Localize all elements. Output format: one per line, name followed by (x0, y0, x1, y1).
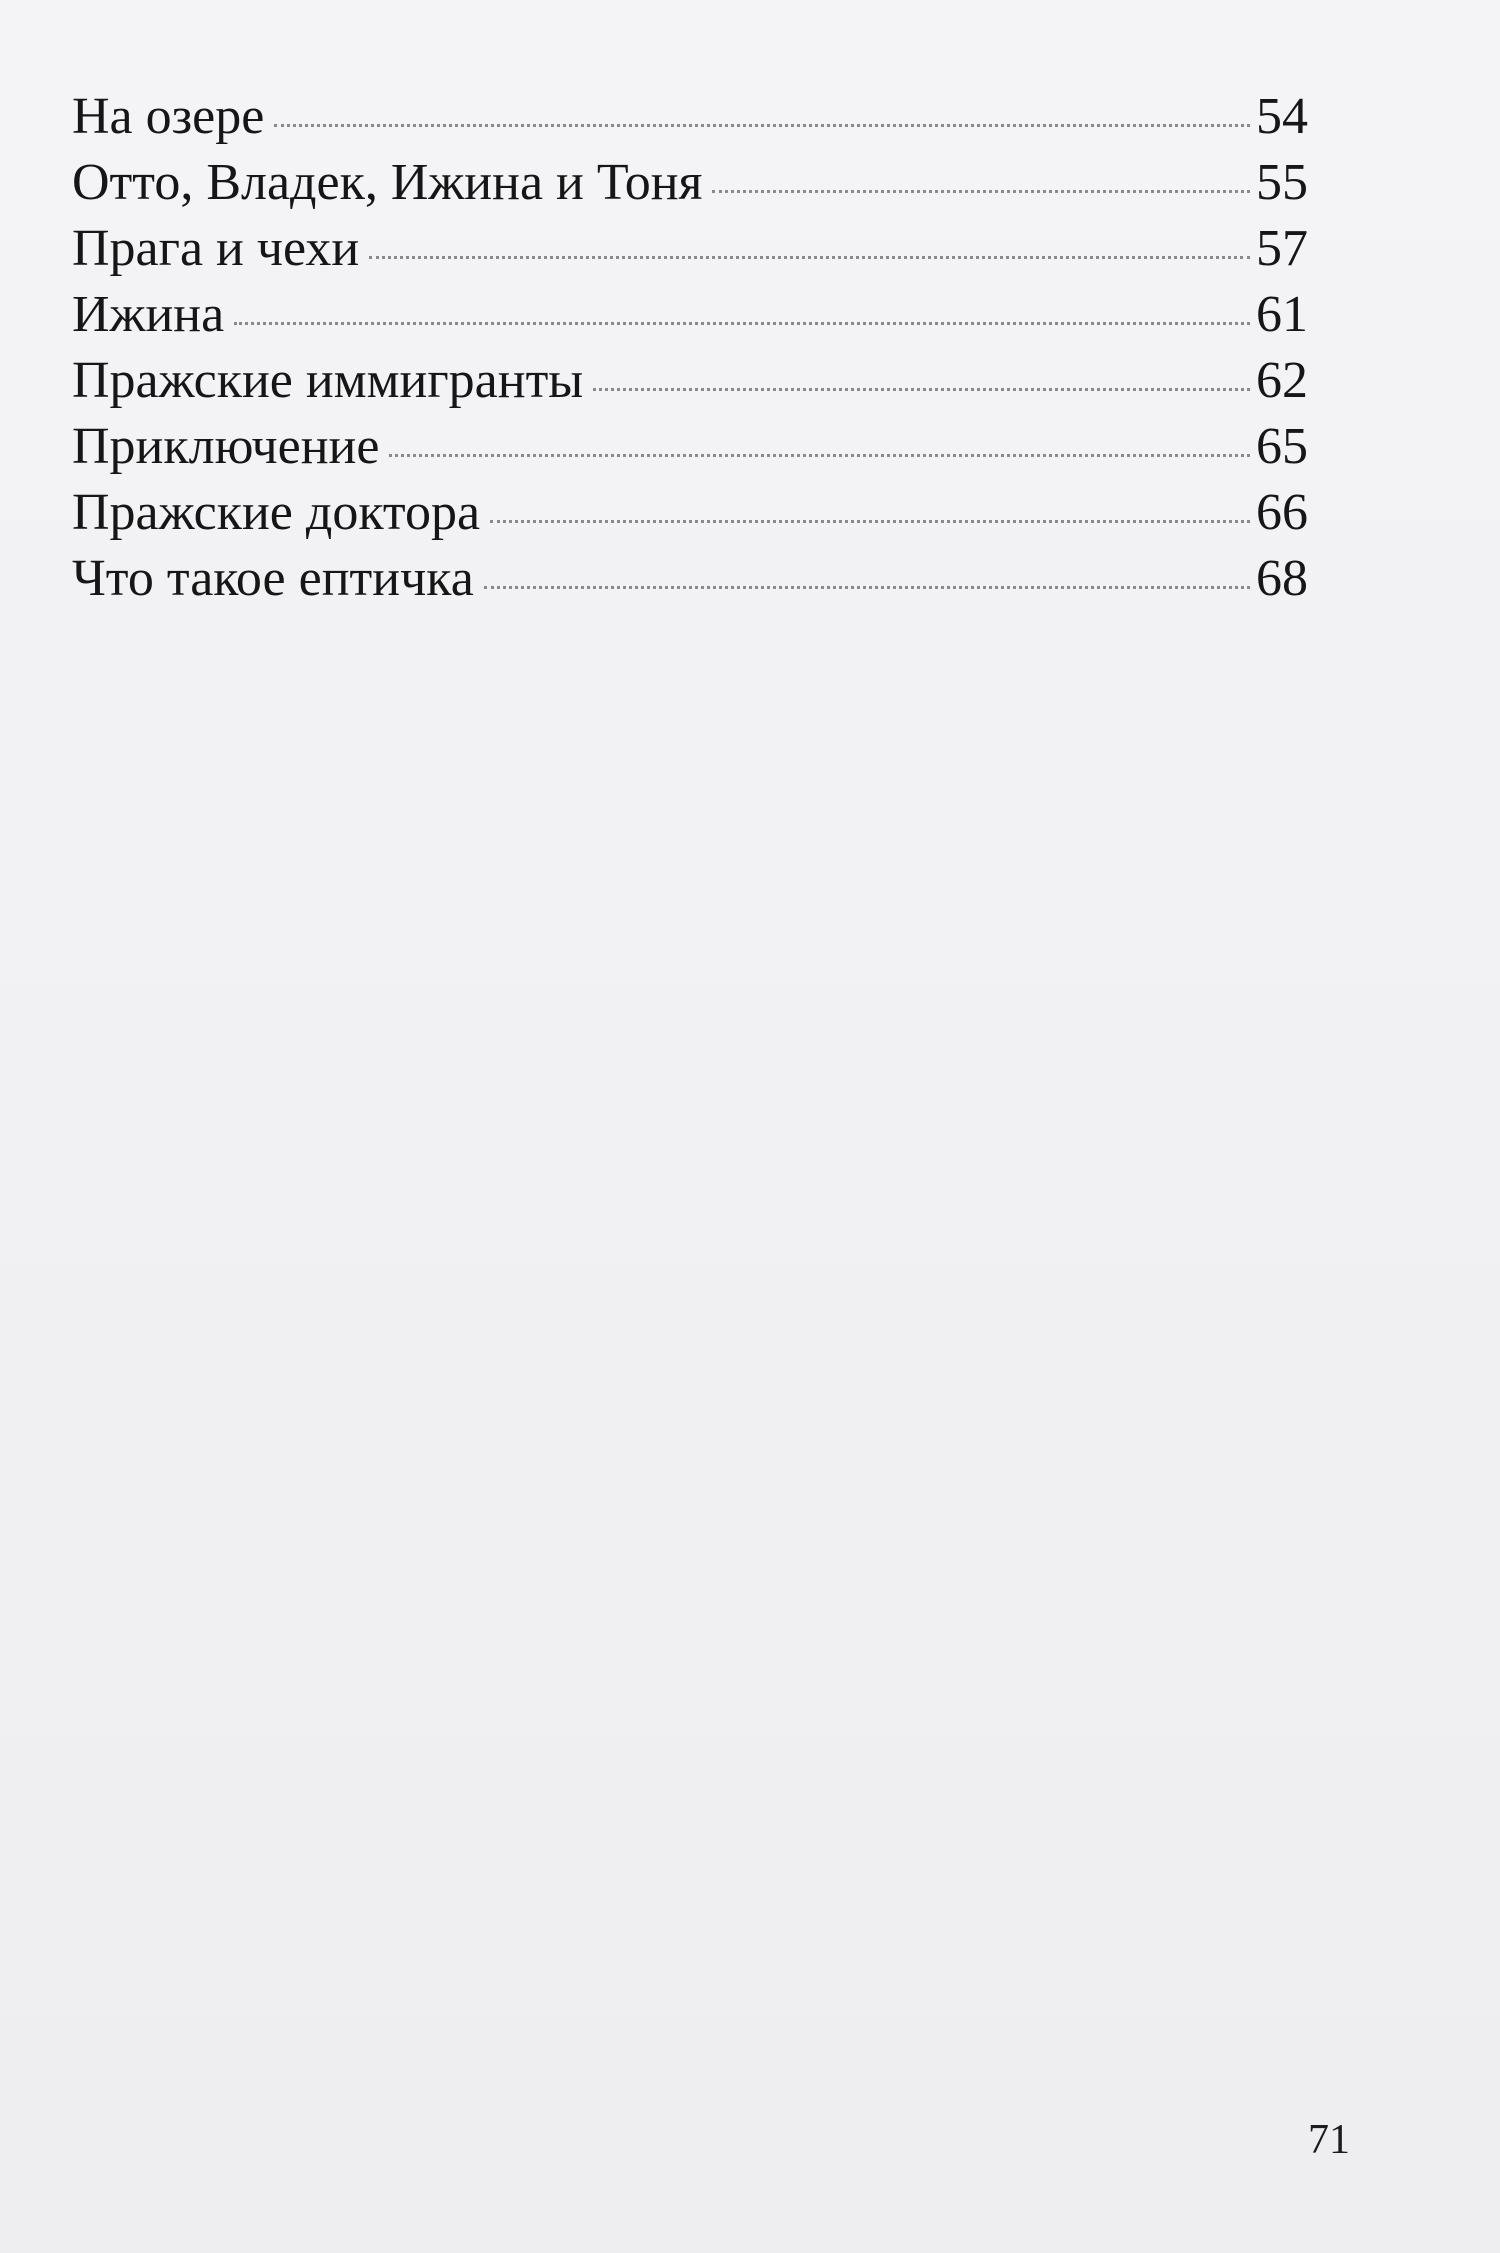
toc-entry-title: Пражские доктора (72, 484, 481, 541)
dot-leader (490, 520, 1250, 523)
dot-leader (712, 190, 1250, 193)
toc-entry-page: 54 (1256, 88, 1308, 145)
dot-leader (369, 256, 1250, 259)
toc-entry-page: 61 (1256, 286, 1308, 343)
toc-entry-page: 62 (1256, 352, 1308, 409)
toc-entry (72, 480, 1308, 546)
toc-entry-page: 68 (1256, 550, 1308, 607)
toc-entry (72, 546, 1308, 612)
toc-entry-title: На озере (72, 88, 265, 145)
dot-leader (234, 322, 1250, 325)
toc-entry (72, 150, 1308, 216)
page-number: 71 (1308, 2117, 1350, 2163)
toc-entry-title: Приключение (72, 418, 380, 475)
toc-entry-title: Что такое ептичка (72, 550, 474, 607)
toc-entry (72, 414, 1308, 480)
dot-leader (274, 124, 1250, 127)
toc-entry-title: Отто, Владек, Ижина и Тоня (72, 154, 703, 211)
toc-entry-page: 57 (1256, 220, 1308, 277)
toc-entry (72, 282, 1308, 348)
toc-entry-page: 66 (1256, 484, 1308, 541)
dot-leader (389, 454, 1250, 457)
toc-entry-title: Пражские иммигранты (72, 352, 584, 409)
toc-entry (72, 216, 1308, 282)
toc-entry-page: 65 (1256, 418, 1308, 475)
toc-entry-title: Прага и чехи (72, 220, 360, 277)
toc-entry-title: Ижина (72, 286, 225, 343)
toc-entry (72, 84, 1308, 150)
toc-entry-page: 55 (1256, 154, 1308, 211)
table-of-contents (72, 84, 1308, 612)
toc-entry (72, 348, 1308, 414)
dot-leader (484, 586, 1250, 589)
dot-leader (593, 388, 1250, 391)
